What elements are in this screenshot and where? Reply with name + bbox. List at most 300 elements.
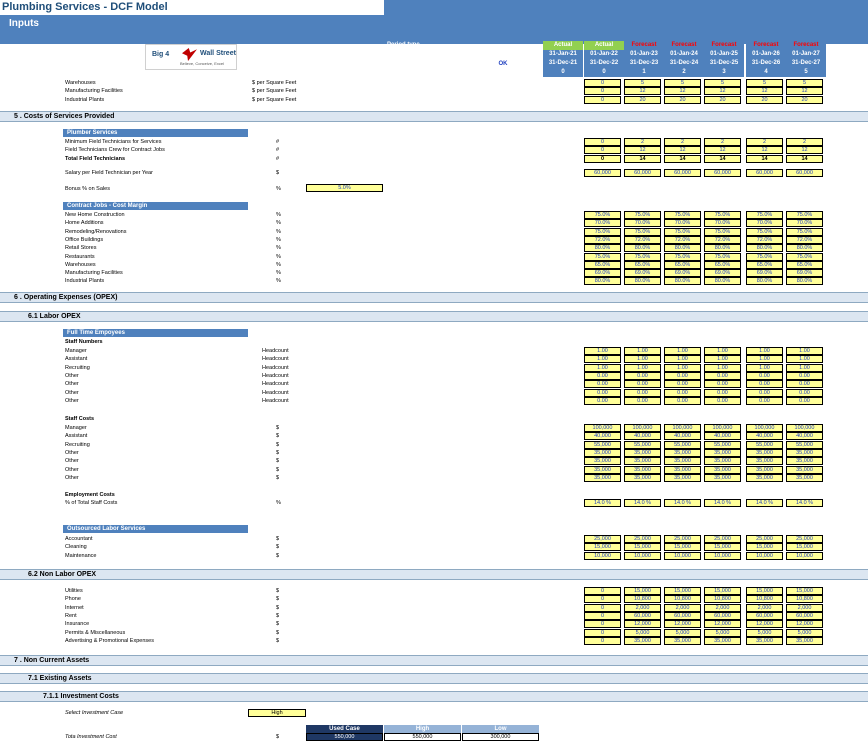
input-cell[interactable]: 0.00 <box>624 397 661 405</box>
row-unit: $ per Square Feet <box>252 88 297 95</box>
section-7-1-1: 7.1.1 Investment Costs <box>0 691 868 702</box>
input-cell[interactable]: 15,000 <box>746 543 783 551</box>
end-date-cell: 31-Dec-23 <box>624 59 664 68</box>
input-cell[interactable]: 0.00 <box>746 372 783 380</box>
input-cell[interactable]: 12 <box>624 87 661 95</box>
row-unit: # <box>276 139 280 145</box>
input-cell[interactable]: 10,800 <box>704 595 741 603</box>
input-cell[interactable]: 12 <box>786 87 823 95</box>
input-cell[interactable]: 75.0% <box>664 211 701 219</box>
row-unit: $ <box>276 604 280 611</box>
input-cell[interactable]: 35,000 <box>664 449 701 457</box>
input-cell[interactable]: 65.0% <box>664 261 701 269</box>
input-cell[interactable]: 35,000 <box>746 457 783 465</box>
input-cell[interactable]: 10,800 <box>624 595 661 603</box>
input-cell[interactable]: 69.0% <box>584 269 621 277</box>
input-cell[interactable]: 14.0 % <box>704 499 741 507</box>
input-cell[interactable]: 35,000 <box>624 474 661 482</box>
input-cell[interactable]: 75.0% <box>664 253 701 261</box>
input-cell[interactable]: 14.0 % <box>664 499 701 507</box>
input-cell[interactable]: 60,000 <box>624 169 661 177</box>
input-cell[interactable]: 14 <box>664 155 701 163</box>
input-cell[interactable]: 75.0% <box>624 228 661 236</box>
row-label: Industrial Plants <box>65 278 105 285</box>
input-cell[interactable]: 80.0% <box>664 244 701 252</box>
input-cell[interactable]: 35,000 <box>664 474 701 482</box>
input-cell[interactable]: 75.0% <box>584 228 621 236</box>
input-cell[interactable]: 14 <box>704 155 741 163</box>
investment-case-select[interactable]: High <box>248 709 306 717</box>
input-cell[interactable]: 35,000 <box>746 449 783 457</box>
input-cell[interactable]: 10,000 <box>584 552 621 560</box>
section-6-2: 6.2 Non Labor OPEX <box>0 569 868 580</box>
input-cell[interactable]: 10,000 <box>624 552 661 560</box>
input-cell[interactable]: 69.0% <box>624 269 661 277</box>
input-cell[interactable]: 40,000 <box>624 432 661 440</box>
input-cell[interactable]: 15,000 <box>664 587 701 595</box>
input-cell[interactable]: 35,000 <box>704 457 741 465</box>
input-cell[interactable]: 10,000 <box>746 552 783 560</box>
row-unit: Headcount <box>262 389 289 396</box>
input-cell[interactable]: 0 <box>584 629 621 637</box>
input-cell[interactable]: 20 <box>786 96 823 104</box>
input-cell[interactable]: 80.0% <box>786 244 823 252</box>
period-number-cell: 0 <box>584 68 624 77</box>
input-cell[interactable]: 0 <box>584 612 621 620</box>
input-cell[interactable]: 1.00 <box>624 364 661 372</box>
row-unit: $ <box>276 466 280 473</box>
input-cell[interactable]: 14.0 % <box>786 499 823 507</box>
input-cell[interactable]: 100,000 <box>664 424 701 432</box>
input-cell[interactable]: 35,000 <box>786 466 823 474</box>
input-cell[interactable]: 40,000 <box>704 432 741 440</box>
input-cell[interactable]: 1.00 <box>624 355 661 363</box>
input-cell[interactable]: 1.00 <box>664 364 701 372</box>
input-cell[interactable]: 5,000 <box>786 629 823 637</box>
input-cell[interactable]: 1.00 <box>704 355 741 363</box>
input-cell[interactable]: 35,000 <box>624 449 661 457</box>
input-cell[interactable]: 12 <box>664 146 701 154</box>
section-5: 5 . Costs of Services Provided <box>0 111 868 122</box>
input-cell[interactable]: 70.0% <box>786 219 823 227</box>
input-cell[interactable]: 40,000 <box>786 432 823 440</box>
input-cell[interactable]: 15,000 <box>624 543 661 551</box>
input-cell[interactable]: 0.00 <box>704 372 741 380</box>
input-cell[interactable]: 35,000 <box>704 449 741 457</box>
input-cell[interactable]: 40,000 <box>584 432 621 440</box>
input-cell[interactable]: 12,000 <box>704 620 741 628</box>
input-cell[interactable]: 15,000 <box>746 587 783 595</box>
input-cell[interactable]: 0.00 <box>746 389 783 397</box>
input-cell[interactable]: 80.0% <box>704 277 741 285</box>
input-cell[interactable]: 2 <box>786 138 823 146</box>
input-cell[interactable]: 12 <box>624 146 661 154</box>
input-cell[interactable]: 35,000 <box>664 466 701 474</box>
input-cell[interactable]: 75.0% <box>746 211 783 219</box>
input-cell[interactable]: 80.0% <box>624 244 661 252</box>
input-cell[interactable]: 35,000 <box>624 466 661 474</box>
row-unit: $ <box>276 474 280 481</box>
input-cell[interactable]: 0.00 <box>584 380 621 388</box>
input-cell[interactable]: 25,000 <box>704 535 741 543</box>
input-cell[interactable]: 0 <box>584 637 621 645</box>
input-cell[interactable]: 70.0% <box>704 219 741 227</box>
input-cell[interactable]: 14 <box>624 155 661 163</box>
row-unit: $ <box>276 596 280 603</box>
input-cell[interactable]: 80.0% <box>746 277 783 285</box>
input-cell[interactable]: 35,000 <box>624 457 661 465</box>
input-cell[interactable]: 15,000 <box>624 587 661 595</box>
end-date-cell: 31-Dec-26 <box>746 59 786 68</box>
input-cell[interactable]: 80.0% <box>664 277 701 285</box>
input-cell[interactable]: 72.0% <box>746 236 783 244</box>
input-cell[interactable]: 2 <box>704 138 741 146</box>
input-cell[interactable]: 55,000 <box>786 441 823 449</box>
input-cell[interactable]: 72.0% <box>624 236 661 244</box>
input-cell[interactable]: 0.00 <box>584 397 621 405</box>
input-cell[interactable]: 1.00 <box>664 347 701 355</box>
input-cell[interactable]: 12 <box>786 146 823 154</box>
period-number-cell: 5 <box>786 68 826 77</box>
input-cell[interactable]: 0.00 <box>624 389 661 397</box>
input-cell[interactable]: 75.0% <box>584 253 621 261</box>
input-cell[interactable]: 2 <box>624 138 661 146</box>
input-cell[interactable]: 55,000 <box>584 441 621 449</box>
input-cell[interactable]: 60,000 <box>746 169 783 177</box>
input-cell[interactable]: 12 <box>746 87 783 95</box>
row-unit: $ per Square Feet <box>252 80 297 86</box>
input-cell[interactable]: 1.00 <box>624 347 661 355</box>
input-cell[interactable]: 25,000 <box>664 535 701 543</box>
input-cell[interactable]: 12 <box>704 87 741 95</box>
input-cell[interactable]: 0.00 <box>624 380 661 388</box>
input-cell[interactable]: 20 <box>746 96 783 104</box>
input-cell[interactable]: 55,000 <box>624 441 661 449</box>
input-cell[interactable]: 0 <box>584 595 621 603</box>
input-cell[interactable]: 10,800 <box>746 595 783 603</box>
input-cell[interactable]: 72.0% <box>584 236 621 244</box>
input-cell[interactable]: 5 <box>664 79 701 87</box>
input-cell[interactable]: 0 <box>584 604 621 612</box>
input-cell[interactable]: 15,000 <box>786 587 823 595</box>
input-cell[interactable]: 75.0% <box>704 211 741 219</box>
input-cell[interactable]: 12,000 <box>786 620 823 628</box>
input-cell[interactable]: 100,000 <box>704 424 741 432</box>
input-cell[interactable]: 35,000 <box>624 637 661 645</box>
input-cell[interactable]: 65.0% <box>786 261 823 269</box>
row-label: Field Technicians Crew for Contract Jobs <box>65 147 165 154</box>
input-cell[interactable]: 60,000 <box>624 612 661 620</box>
input-cell[interactable]: 35,000 <box>746 466 783 474</box>
input-cell[interactable]: 0.00 <box>664 380 701 388</box>
input-cell[interactable]: 5,000 <box>624 629 661 637</box>
input-cell[interactable]: 75.0% <box>786 211 823 219</box>
input-cell[interactable]: 2 <box>746 138 783 146</box>
input-cell[interactable]: 72.0% <box>664 236 701 244</box>
row-label: Manufacturing Facilities <box>65 88 123 95</box>
input-cell[interactable]: 35,000 <box>584 449 621 457</box>
input-cell[interactable]: 10,000 <box>786 552 823 560</box>
row-label: % of Total Staff Costs <box>65 500 118 506</box>
input-cell[interactable]: 2 <box>664 138 701 146</box>
input-cell[interactable]: 0.00 <box>624 372 661 380</box>
row-unit: Headcount <box>262 356 289 363</box>
input-cell[interactable]: 60,000 <box>786 612 823 620</box>
input-cell[interactable]: 70.0% <box>746 219 783 227</box>
status-functional: The Model is fully functional <box>9 51 90 57</box>
input-cell[interactable]: 1.00 <box>584 355 621 363</box>
input-cell[interactable]: 5,000 <box>664 629 701 637</box>
input-cell[interactable]: 35,000 <box>584 474 621 482</box>
input-cell[interactable]: 2,000 <box>704 604 741 612</box>
input-cell[interactable]: 35,000 <box>786 474 823 482</box>
input-cell[interactable]: 2,000 <box>786 604 823 612</box>
input-cell[interactable]: 80.0% <box>746 244 783 252</box>
input-cell[interactable]: 100,000 <box>624 424 661 432</box>
input-cell[interactable]: 0 <box>584 155 621 163</box>
input-cell[interactable]: 70.0% <box>664 219 701 227</box>
input-cell[interactable]: 5,000 <box>704 629 741 637</box>
input-cell[interactable]: 1.00 <box>704 364 741 372</box>
input-cell[interactable]: 0.00 <box>704 397 741 405</box>
input-cell[interactable]: 2,000 <box>746 604 783 612</box>
row-label: Other <box>65 381 79 388</box>
input-cell[interactable]: 0.00 <box>704 380 741 388</box>
input-cell[interactable]: 0.00 <box>746 397 783 405</box>
input-cell[interactable]: 55,000 <box>664 441 701 449</box>
input-cell[interactable]: 20 <box>664 96 701 104</box>
input-cell[interactable]: 35,000 <box>786 637 823 645</box>
input-cell[interactable]: 35,000 <box>704 637 741 645</box>
input-cell[interactable]: 55,000 <box>746 441 783 449</box>
input-cell[interactable]: 12,000 <box>664 620 701 628</box>
input-cell[interactable]: 65.0% <box>624 261 661 269</box>
row-unit: $ <box>276 449 280 456</box>
row-label: Tota Investment Cost <box>65 734 117 740</box>
input-cell[interactable]: 35,000 <box>704 466 741 474</box>
input-cell[interactable]: 60,000 <box>704 169 741 177</box>
input-cell[interactable]: 0 <box>584 87 621 95</box>
input-cell[interactable]: 75.0% <box>746 228 783 236</box>
input-cell[interactable]: 35,000 <box>786 457 823 465</box>
input-cell[interactable]: 25,000 <box>624 535 661 543</box>
period-type-cell: Actual <box>584 41 624 50</box>
input-cell[interactable]: 12,000 <box>624 620 661 628</box>
input-cell[interactable]: 70.0% <box>624 219 661 227</box>
input-cell[interactable]: 80.0% <box>624 277 661 285</box>
input-cell[interactable]: 1.00 <box>746 355 783 363</box>
row-label: Cleaning <box>65 544 87 551</box>
input-cell[interactable]: 0 <box>584 96 621 104</box>
input-cell[interactable]: 0 <box>584 587 621 595</box>
input-cell[interactable]: 65.0% <box>746 261 783 269</box>
input-cell[interactable]: 10,800 <box>786 595 823 603</box>
input-cell[interactable]: 5 <box>624 79 661 87</box>
input-cell[interactable]: 1.00 <box>786 364 823 372</box>
row-label: Recruiting <box>65 364 90 371</box>
row-label: Manager <box>65 348 87 354</box>
input-cell[interactable]: 20 <box>704 96 741 104</box>
input-cell[interactable]: 10,000 <box>704 552 741 560</box>
input-cell[interactable]: 12 <box>664 87 701 95</box>
row-unit: $ <box>276 425 280 431</box>
input-cell[interactable]: 69.0% <box>664 269 701 277</box>
input-cell[interactable]: 1.00 <box>786 355 823 363</box>
input-cell[interactable]: 25,000 <box>746 535 783 543</box>
input-cell[interactable]: 15,000 <box>664 543 701 551</box>
input-cell[interactable]: 5 <box>704 79 741 87</box>
row-unit: $ <box>276 458 280 465</box>
input-cell[interactable]: 100,000 <box>786 424 823 432</box>
input-cell[interactable]: 0.00 <box>584 372 621 380</box>
input-cell[interactable]: 75.0% <box>584 211 621 219</box>
input-cell[interactable]: 12 <box>746 146 783 154</box>
input-cell[interactable]: 80.0% <box>704 244 741 252</box>
input-cell[interactable]: 14 <box>746 155 783 163</box>
input-cell[interactable]: 0.00 <box>786 389 823 397</box>
input-cell[interactable]: 1.00 <box>746 364 783 372</box>
input-cell[interactable]: 1.00 <box>704 347 741 355</box>
input-cell[interactable]: 80.0% <box>786 277 823 285</box>
input-cell[interactable]: 69.0% <box>786 269 823 277</box>
input-cell[interactable]: 80.0% <box>584 244 621 252</box>
period-type-cell: Actual <box>543 41 583 50</box>
row-label: Salary per Field Technician per Year <box>65 170 153 176</box>
input-cell[interactable]: 35,000 <box>664 457 701 465</box>
input-cell[interactable]: 75.0% <box>786 228 823 236</box>
input-cell[interactable]: 14.0 % <box>746 499 783 507</box>
input-cell[interactable]: 75.0% <box>786 253 823 261</box>
input-cell[interactable]: 0.00 <box>786 397 823 405</box>
input-cell[interactable]: 40,000 <box>746 432 783 440</box>
input-cell[interactable]: 0 <box>584 138 621 146</box>
row-unit: % <box>276 212 281 218</box>
input-cell[interactable]: 35,000 <box>786 449 823 457</box>
input-cell[interactable]: 10,000 <box>664 552 701 560</box>
input-cell[interactable]: 5 <box>746 79 783 87</box>
input-cell[interactable]: 35,000 <box>584 457 621 465</box>
input-cell[interactable]: 15,000 <box>786 543 823 551</box>
input-cell[interactable]: 35,000 <box>704 474 741 482</box>
input-cell[interactable]: 40,000 <box>664 432 701 440</box>
logo-left-text: Big 4 <box>152 51 170 58</box>
select-investment-case-label: Select Investment Case <box>65 710 124 716</box>
input-cell[interactable]: 69.0% <box>746 269 783 277</box>
input-cell[interactable]: 1.00 <box>746 347 783 355</box>
row-unit: $ <box>276 433 280 440</box>
input-cell[interactable]: 15,000 <box>584 543 621 551</box>
input-cell[interactable]: 35,000 <box>746 637 783 645</box>
input-cell[interactable]: 60,000 <box>664 169 701 177</box>
row-unit: Headcount <box>262 381 289 388</box>
bonus-input[interactable]: 5.0% <box>306 184 383 192</box>
input-cell[interactable]: 60,000 <box>704 612 741 620</box>
input-cell[interactable]: 12,000 <box>746 620 783 628</box>
invest-cell[interactable]: 550,000 <box>384 733 461 741</box>
input-cell[interactable]: 25,000 <box>786 535 823 543</box>
input-cell[interactable]: 1.00 <box>786 347 823 355</box>
input-cell[interactable]: 55,000 <box>704 441 741 449</box>
input-cell[interactable]: 0.00 <box>786 380 823 388</box>
input-cell[interactable]: 0.00 <box>704 389 741 397</box>
input-cell[interactable]: 14 <box>786 155 823 163</box>
row-label: Minimum Field Technicians for Services <box>65 139 162 145</box>
row-label: Bonus % on Sales <box>65 186 110 192</box>
input-cell[interactable]: 15,000 <box>704 587 741 595</box>
input-cell[interactable]: 5,000 <box>746 629 783 637</box>
input-cell[interactable]: 0 <box>584 146 621 154</box>
input-cell[interactable]: 75.0% <box>664 228 701 236</box>
status-checks: Model Checks are OK <box>9 60 71 66</box>
input-cell[interactable]: 60,000 <box>746 612 783 620</box>
input-cell[interactable]: 60,000 <box>584 169 621 177</box>
input-cell[interactable]: 20 <box>624 96 661 104</box>
input-cell[interactable]: 75.0% <box>704 253 741 261</box>
input-cell[interactable]: 0 <box>584 79 621 87</box>
input-cell[interactable]: 60,000 <box>664 612 701 620</box>
input-cell[interactable]: 35,000 <box>746 474 783 482</box>
input-cell[interactable]: 69.0% <box>704 269 741 277</box>
input-cell[interactable]: 1.00 <box>584 347 621 355</box>
input-cell[interactable]: 100,000 <box>746 424 783 432</box>
input-cell[interactable]: 5 <box>786 79 823 87</box>
input-cell[interactable]: 14.0 % <box>584 499 621 507</box>
input-cell[interactable]: 12 <box>704 146 741 154</box>
input-cell[interactable]: 75.0% <box>746 253 783 261</box>
input-cell[interactable]: 35,000 <box>584 466 621 474</box>
eagle-icon <box>182 48 197 61</box>
input-cell[interactable]: 0.00 <box>664 372 701 380</box>
row-unit: Headcount <box>262 397 289 404</box>
input-cell[interactable]: 0.00 <box>746 380 783 388</box>
input-cell[interactable]: 2,000 <box>664 604 701 612</box>
end-date-cell: 31-Dec-24 <box>664 59 704 68</box>
input-cell[interactable]: 72.0% <box>704 236 741 244</box>
input-cell[interactable]: 60,000 <box>786 169 823 177</box>
input-cell[interactable]: 1.00 <box>584 364 621 372</box>
input-cell[interactable]: 65.0% <box>584 261 621 269</box>
input-cell[interactable]: 0.00 <box>664 397 701 405</box>
row-label: Total Field Technicians <box>65 155 126 162</box>
input-cell[interactable]: 75.0% <box>704 228 741 236</box>
input-cell[interactable]: 2,000 <box>624 604 661 612</box>
input-cell[interactable]: 80.0% <box>584 277 621 285</box>
input-cell[interactable]: 15,000 <box>704 543 741 551</box>
input-cell[interactable]: 0.00 <box>786 372 823 380</box>
full-time-employees-header: Full Time Empoyees <box>63 329 248 337</box>
input-cell[interactable]: 72.0% <box>786 236 823 244</box>
input-cell[interactable]: 14.0 % <box>624 499 661 507</box>
invest-cell[interactable]: 300,000 <box>462 733 539 741</box>
input-cell[interactable]: 10,800 <box>664 595 701 603</box>
input-cell[interactable]: 0.00 <box>584 389 621 397</box>
input-cell[interactable]: 75.0% <box>624 253 661 261</box>
row-label: Restaurants <box>65 253 95 260</box>
input-cell[interactable]: 0 <box>584 620 621 628</box>
input-cell[interactable]: 0.00 <box>664 389 701 397</box>
row-label: Phone <box>65 596 81 603</box>
input-cell[interactable]: 75.0% <box>624 211 661 219</box>
input-cell[interactable]: 35,000 <box>664 637 701 645</box>
input-cell[interactable]: 100,000 <box>584 424 621 432</box>
row-unit: % <box>276 245 281 252</box>
input-cell[interactable]: 25,000 <box>584 535 621 543</box>
row-label: Maintenance <box>65 552 97 559</box>
input-cell[interactable]: 65.0% <box>704 261 741 269</box>
input-cell[interactable]: 70.0% <box>584 219 621 227</box>
input-cell[interactable]: 1.00 <box>664 355 701 363</box>
row-label: Warehouses <box>65 261 96 268</box>
